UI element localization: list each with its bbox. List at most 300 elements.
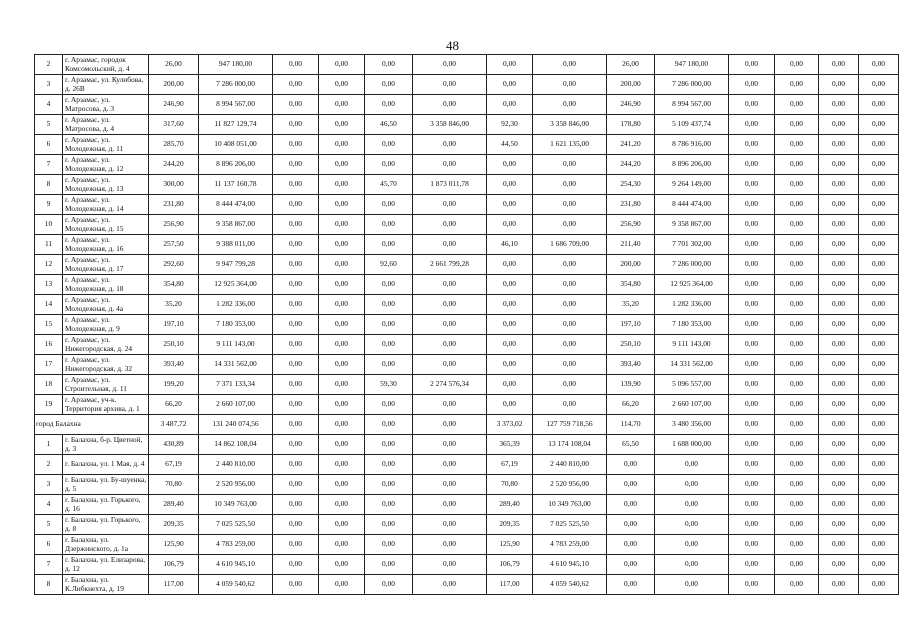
value-cell: 9 111 143,00	[655, 335, 729, 355]
value-cell: 0,00	[413, 515, 487, 535]
value-cell: 0,00	[533, 355, 607, 375]
address-cell: г. Арзамас, ул. Молодежная, д. 15	[63, 215, 149, 235]
value-cell: 0,00	[365, 395, 413, 415]
value-cell: 0,00	[487, 335, 533, 355]
value-cell: 0,00	[413, 475, 487, 495]
value-cell: 44,50	[487, 135, 533, 155]
value-cell: 0,00	[487, 75, 533, 95]
value-cell: 0,00	[819, 495, 859, 515]
value-cell: 0,00	[533, 175, 607, 195]
value-cell: 0,00	[319, 75, 365, 95]
value-cell: 393,40	[607, 355, 655, 375]
value-cell: 45,70	[365, 175, 413, 195]
address-cell: г. Арзамас, ул. Молодежная, д. 9	[63, 315, 149, 335]
value-cell: 0,00	[533, 315, 607, 335]
value-cell: 0,00	[859, 275, 899, 295]
value-cell: 0,00	[319, 375, 365, 395]
value-cell: 0,00	[859, 335, 899, 355]
value-cell: 0,00	[319, 215, 365, 235]
value-cell: 0,00	[775, 115, 819, 135]
value-cell: 0,00	[533, 95, 607, 115]
value-cell: 4 610 945,10	[533, 555, 607, 575]
value-cell: 0,00	[859, 255, 899, 275]
value-cell: 0,00	[729, 215, 775, 235]
value-cell: 0,00	[273, 415, 319, 435]
value-cell: 0,00	[365, 475, 413, 495]
value-cell: 0,00	[775, 275, 819, 295]
value-cell: 9 358 867,00	[655, 215, 729, 235]
value-cell: 0,00	[413, 295, 487, 315]
value-cell: 125,90	[149, 535, 199, 555]
value-cell: 0,00	[859, 395, 899, 415]
row-number: 3	[35, 75, 63, 95]
table-row	[35, 295, 899, 315]
value-cell: 0,00	[819, 415, 859, 435]
value-cell: 7 286 000,00	[199, 75, 273, 95]
value-cell: 0,00	[819, 355, 859, 375]
value-cell: 26,00	[607, 55, 655, 75]
value-cell: 10 349 763,00	[533, 495, 607, 515]
value-cell: 231,80	[149, 195, 199, 215]
value-cell: 0,00	[775, 95, 819, 115]
value-cell: 0,00	[365, 575, 413, 595]
row-number: 2	[35, 55, 63, 75]
value-cell: 0,00	[819, 475, 859, 495]
value-cell: 0,00	[775, 55, 819, 75]
value-cell: 0,00	[859, 175, 899, 195]
value-cell: 0,00	[319, 575, 365, 595]
table-row	[35, 455, 899, 475]
row-number: 4	[35, 495, 63, 515]
value-cell: 0,00	[819, 215, 859, 235]
value-cell: 200,00	[607, 75, 655, 95]
value-cell: 0,00	[533, 295, 607, 315]
value-cell: 0,00	[729, 95, 775, 115]
value-cell: 2 440 810,00	[533, 455, 607, 475]
value-cell: 289,40	[487, 495, 533, 515]
value-cell: 0,00	[413, 195, 487, 215]
value-cell: 0,00	[365, 355, 413, 375]
value-cell: 0,00	[365, 215, 413, 235]
value-cell: 0,00	[729, 295, 775, 315]
value-cell: 0,00	[655, 495, 729, 515]
value-cell: 0,00	[533, 275, 607, 295]
value-cell: 92,30	[487, 115, 533, 135]
value-cell: 0,00	[859, 355, 899, 375]
row-number: 6	[35, 535, 63, 555]
value-cell: 7 180 353,00	[655, 315, 729, 335]
value-cell: 0,00	[819, 555, 859, 575]
value-cell: 3 358 846,00	[533, 115, 607, 135]
value-cell: 66,20	[607, 395, 655, 415]
value-cell: 0,00	[365, 55, 413, 75]
address-cell: г. Балахна, ул. Горького, д. 16	[63, 495, 149, 515]
value-cell: 0,00	[413, 75, 487, 95]
address-cell: г. Арзамас, ул. Молодежная, д. 13	[63, 175, 149, 195]
value-cell: 0,00	[859, 75, 899, 95]
value-cell: 0,00	[365, 455, 413, 475]
value-cell: 200,00	[149, 75, 199, 95]
row-number: 8	[35, 175, 63, 195]
value-cell: 0,00	[775, 435, 819, 455]
value-cell: 0,00	[319, 435, 365, 455]
value-cell: 0,00	[729, 575, 775, 595]
value-cell: 67,19	[487, 455, 533, 475]
value-cell: 0,00	[819, 395, 859, 415]
table-body	[35, 55, 899, 595]
value-cell: 4 783 259,00	[199, 535, 273, 555]
row-number: 17	[35, 355, 63, 375]
value-cell: 7 701 302,00	[655, 235, 729, 255]
value-cell: 0,00	[273, 275, 319, 295]
value-cell: 0,00	[859, 415, 899, 435]
value-cell: 1 686 709,00	[533, 235, 607, 255]
value-cell: 0,00	[273, 135, 319, 155]
table-row	[35, 175, 899, 195]
value-cell: 0,00	[729, 435, 775, 455]
address-cell: г. Арзамас, ул. Молодежная, д. 4а	[63, 295, 149, 315]
value-cell: 0,00	[487, 275, 533, 295]
value-cell: 0,00	[819, 515, 859, 535]
row-number: 16	[35, 335, 63, 355]
value-cell: 70,80	[149, 475, 199, 495]
value-cell: 0,00	[775, 75, 819, 95]
value-cell: 0,00	[365, 75, 413, 95]
value-cell: 0,00	[859, 535, 899, 555]
value-cell: 0,00	[775, 295, 819, 315]
value-cell: 106,79	[149, 555, 199, 575]
value-cell: 0,00	[413, 455, 487, 475]
value-cell: 125,90	[487, 535, 533, 555]
value-cell: 0,00	[413, 435, 487, 455]
table-row	[35, 255, 899, 275]
value-cell: 256,90	[149, 215, 199, 235]
value-cell: 947 180,00	[199, 55, 273, 75]
value-cell: 0,00	[859, 315, 899, 335]
value-cell: 0,00	[413, 415, 487, 435]
value-cell: 0,00	[859, 215, 899, 235]
value-cell: 0,00	[487, 55, 533, 75]
value-cell: 0,00	[413, 355, 487, 375]
value-cell: 0,00	[319, 135, 365, 155]
value-cell: 0,00	[273, 515, 319, 535]
value-cell: 1 688 000,00	[655, 435, 729, 455]
value-cell: 0,00	[819, 155, 859, 175]
value-cell: 0,00	[859, 135, 899, 155]
value-cell: 0,00	[819, 195, 859, 215]
value-cell: 0,00	[729, 495, 775, 515]
value-cell: 0,00	[533, 375, 607, 395]
value-cell: 0,00	[365, 295, 413, 315]
value-cell: 0,00	[729, 475, 775, 495]
value-cell: 0,00	[413, 235, 487, 255]
value-cell: 0,00	[775, 575, 819, 595]
value-cell: 0,00	[819, 95, 859, 115]
value-cell: 244,20	[149, 155, 199, 175]
value-cell: 0,00	[413, 535, 487, 555]
address-cell: г. Балахна, ул. Бу-шуенка, д. 5	[63, 475, 149, 495]
table-row	[35, 95, 899, 115]
value-cell: 2 660 107,00	[199, 395, 273, 415]
value-cell: 0,00	[819, 575, 859, 595]
value-cell: 0,00	[859, 375, 899, 395]
value-cell: 0,00	[859, 515, 899, 535]
value-cell: 289,40	[149, 495, 199, 515]
value-cell: 0,00	[607, 475, 655, 495]
value-cell: 0,00	[365, 275, 413, 295]
value-cell: 0,00	[729, 275, 775, 295]
value-cell: 0,00	[273, 495, 319, 515]
value-cell: 0,00	[319, 335, 365, 355]
value-cell: 947 180,00	[655, 55, 729, 75]
value-cell: 14 331 562,00	[655, 355, 729, 375]
address-cell: г. Балахна, ул. К.Либкнехта, д. 19	[63, 575, 149, 595]
value-cell: 0,00	[819, 235, 859, 255]
value-cell: 0,00	[859, 475, 899, 495]
value-cell: 257,50	[149, 235, 199, 255]
value-cell: 0,00	[319, 255, 365, 275]
value-cell: 0,00	[413, 495, 487, 515]
section-label: город Балахна	[35, 415, 149, 435]
table-row	[35, 535, 899, 555]
value-cell: 0,00	[819, 335, 859, 355]
value-cell: 285,70	[149, 135, 199, 155]
value-cell: 0,00	[365, 495, 413, 515]
value-cell: 2 661 799,28	[413, 255, 487, 275]
value-cell: 0,00	[319, 455, 365, 475]
value-cell: 0,00	[273, 255, 319, 275]
value-cell: 0,00	[859, 55, 899, 75]
address-cell: г. Арзамас, ул. Кулибова, д. 26В	[63, 75, 149, 95]
value-cell: 9 264 149,00	[655, 175, 729, 195]
value-cell: 66,20	[149, 395, 199, 415]
table-row	[35, 235, 899, 255]
value-cell: 0,00	[729, 355, 775, 375]
value-cell: 0,00	[533, 395, 607, 415]
value-cell: 0,00	[319, 155, 365, 175]
value-cell: 0,00	[819, 115, 859, 135]
value-cell: 0,00	[729, 255, 775, 275]
value-cell: 0,00	[533, 55, 607, 75]
value-cell: 0,00	[729, 115, 775, 135]
value-cell: 354,80	[149, 275, 199, 295]
value-cell: 0,00	[729, 555, 775, 575]
value-cell: 0,00	[273, 115, 319, 135]
value-cell: 0,00	[859, 95, 899, 115]
value-cell: 3 358 846,00	[413, 115, 487, 135]
value-cell: 0,00	[413, 215, 487, 235]
value-cell: 46,10	[487, 235, 533, 255]
table-row	[35, 55, 899, 75]
value-cell: 35,20	[149, 295, 199, 315]
value-cell: 200,00	[607, 255, 655, 275]
value-cell: 0,00	[775, 195, 819, 215]
value-cell: 2 660 107,00	[655, 395, 729, 415]
value-cell: 0,00	[607, 455, 655, 475]
value-cell: 0,00	[819, 275, 859, 295]
value-cell: 8 444 474,00	[199, 195, 273, 215]
value-cell: 5 109 437,74	[655, 115, 729, 135]
address-cell: г. Арзамас, ул. Матросова, д. 3	[63, 95, 149, 115]
address-cell: г. Арзамас, ул. Нижегородская, д. 32	[63, 355, 149, 375]
value-cell: 0,00	[819, 55, 859, 75]
value-cell: 0,00	[365, 435, 413, 455]
value-cell: 0,00	[775, 515, 819, 535]
value-cell: 0,00	[273, 335, 319, 355]
value-cell: 7 025 525,50	[533, 515, 607, 535]
value-cell: 10 408 051,00	[199, 135, 273, 155]
address-cell: г. Арзамас, ул. Молодежная, д. 12	[63, 155, 149, 175]
value-cell: 3 373,02	[487, 415, 533, 435]
value-cell: 0,00	[819, 455, 859, 475]
value-cell: 2 520 956,00	[533, 475, 607, 495]
value-cell: 0,00	[775, 255, 819, 275]
value-cell: 14 862 108,04	[199, 435, 273, 455]
value-cell: 0,00	[365, 155, 413, 175]
value-cell: 0,00	[775, 455, 819, 475]
value-cell: 246,90	[607, 95, 655, 115]
table-row	[35, 375, 899, 395]
value-cell: 0,00	[729, 175, 775, 195]
value-cell: 0,00	[729, 395, 775, 415]
value-cell: 0,00	[729, 135, 775, 155]
value-cell: 0,00	[729, 375, 775, 395]
value-cell: 0,00	[775, 135, 819, 155]
value-cell: 0,00	[729, 415, 775, 435]
value-cell: 0,00	[775, 555, 819, 575]
table-row	[35, 75, 899, 95]
value-cell: 317,60	[149, 115, 199, 135]
value-cell: 0,00	[273, 395, 319, 415]
value-cell: 0,00	[655, 475, 729, 495]
value-cell: 0,00	[819, 175, 859, 195]
value-cell: 0,00	[729, 235, 775, 255]
value-cell: 0,00	[729, 55, 775, 75]
value-cell: 46,50	[365, 115, 413, 135]
address-cell: г. Арзамас, ул. Молодежная, д. 17	[63, 255, 149, 275]
value-cell: 0,00	[775, 535, 819, 555]
value-cell: 254,30	[607, 175, 655, 195]
value-cell: 0,00	[319, 555, 365, 575]
value-cell: 1 873 011,78	[413, 175, 487, 195]
value-cell: 0,00	[413, 275, 487, 295]
value-cell: 0,00	[365, 515, 413, 535]
value-cell: 1 282 336,00	[199, 295, 273, 315]
value-cell: 197,10	[607, 315, 655, 335]
row-number: 7	[35, 155, 63, 175]
row-number: 10	[35, 215, 63, 235]
value-cell: 244,20	[607, 155, 655, 175]
value-cell: 0,00	[273, 475, 319, 495]
address-cell: г. Арзамас, уч-к. Территория архива, д. 1	[63, 395, 149, 415]
address-cell: г. Арзамас, городок Комсомольский, д. 4	[63, 55, 149, 75]
value-cell: 0,00	[319, 195, 365, 215]
value-cell: 2 274 576,34	[413, 375, 487, 395]
row-number: 6	[35, 135, 63, 155]
value-cell: 0,00	[775, 215, 819, 235]
value-cell: 0,00	[365, 135, 413, 155]
value-cell: 117,00	[487, 575, 533, 595]
value-cell: 292,60	[149, 255, 199, 275]
address-cell: г. Балахна, ул. Дзержинского, д. 1а	[63, 535, 149, 555]
value-cell: 0,00	[729, 335, 775, 355]
value-cell: 209,35	[149, 515, 199, 535]
value-cell: 0,00	[859, 555, 899, 575]
value-cell: 0,00	[273, 295, 319, 315]
value-cell: 197,10	[149, 315, 199, 335]
value-cell: 0,00	[273, 215, 319, 235]
row-number: 2	[35, 455, 63, 475]
value-cell: 8 896 206,00	[655, 155, 729, 175]
housing-program-table	[34, 54, 899, 595]
value-cell: 0,00	[819, 295, 859, 315]
value-cell: 199,20	[149, 375, 199, 395]
value-cell: 0,00	[655, 555, 729, 575]
value-cell: 7 180 353,00	[199, 315, 273, 335]
value-cell: 0,00	[413, 575, 487, 595]
value-cell: 0,00	[607, 515, 655, 535]
value-cell: 11 827 129,74	[199, 115, 273, 135]
value-cell: 131 240 074,56	[199, 415, 273, 435]
table-row	[35, 275, 899, 295]
address-cell: г. Арзамас, ул. Молодежная, д. 18	[63, 275, 149, 295]
address-cell: г. Арзамас, ул. Молодежная, д. 14	[63, 195, 149, 215]
value-cell: 0,00	[729, 535, 775, 555]
value-cell: 0,00	[319, 495, 365, 515]
value-cell: 0,00	[859, 295, 899, 315]
value-cell: 2 520 956,00	[199, 475, 273, 495]
value-cell: 0,00	[319, 415, 365, 435]
value-cell: 0,00	[273, 95, 319, 115]
value-cell: 0,00	[533, 195, 607, 215]
value-cell: 0,00	[819, 315, 859, 335]
value-cell: 0,00	[533, 335, 607, 355]
value-cell: 0,00	[319, 175, 365, 195]
value-cell: 0,00	[775, 395, 819, 415]
value-cell: 9 947 799,28	[199, 255, 273, 275]
value-cell: 13 174 108,04	[533, 435, 607, 455]
value-cell: 0,00	[859, 435, 899, 455]
address-cell: г. Арзамас, ул. Молодежная, д. 11	[63, 135, 149, 155]
value-cell: 231,80	[607, 195, 655, 215]
value-cell: 3 487,72	[149, 415, 199, 435]
value-cell: 5 096 557,00	[655, 375, 729, 395]
value-cell: 0,00	[859, 575, 899, 595]
value-cell: 2 440 810,00	[199, 455, 273, 475]
value-cell: 211,40	[607, 235, 655, 255]
value-cell: 0,00	[319, 315, 365, 335]
value-cell: 0,00	[487, 95, 533, 115]
value-cell: 127 759 718,56	[533, 415, 607, 435]
value-cell: 0,00	[775, 315, 819, 335]
table-row	[35, 355, 899, 375]
value-cell: 117,00	[149, 575, 199, 595]
value-cell: 67,19	[149, 455, 199, 475]
value-cell: 12 925 364,00	[199, 275, 273, 295]
value-cell: 0,00	[487, 375, 533, 395]
row-number: 13	[35, 275, 63, 295]
value-cell: 0,00	[273, 435, 319, 455]
value-cell: 0,00	[487, 355, 533, 375]
row-number: 12	[35, 255, 63, 275]
row-number: 14	[35, 295, 63, 315]
table-row	[35, 395, 899, 415]
value-cell: 241,20	[607, 135, 655, 155]
value-cell: 0,00	[319, 275, 365, 295]
section-subtotal-row	[35, 415, 899, 435]
table-row	[35, 155, 899, 175]
value-cell: 0,00	[319, 395, 365, 415]
